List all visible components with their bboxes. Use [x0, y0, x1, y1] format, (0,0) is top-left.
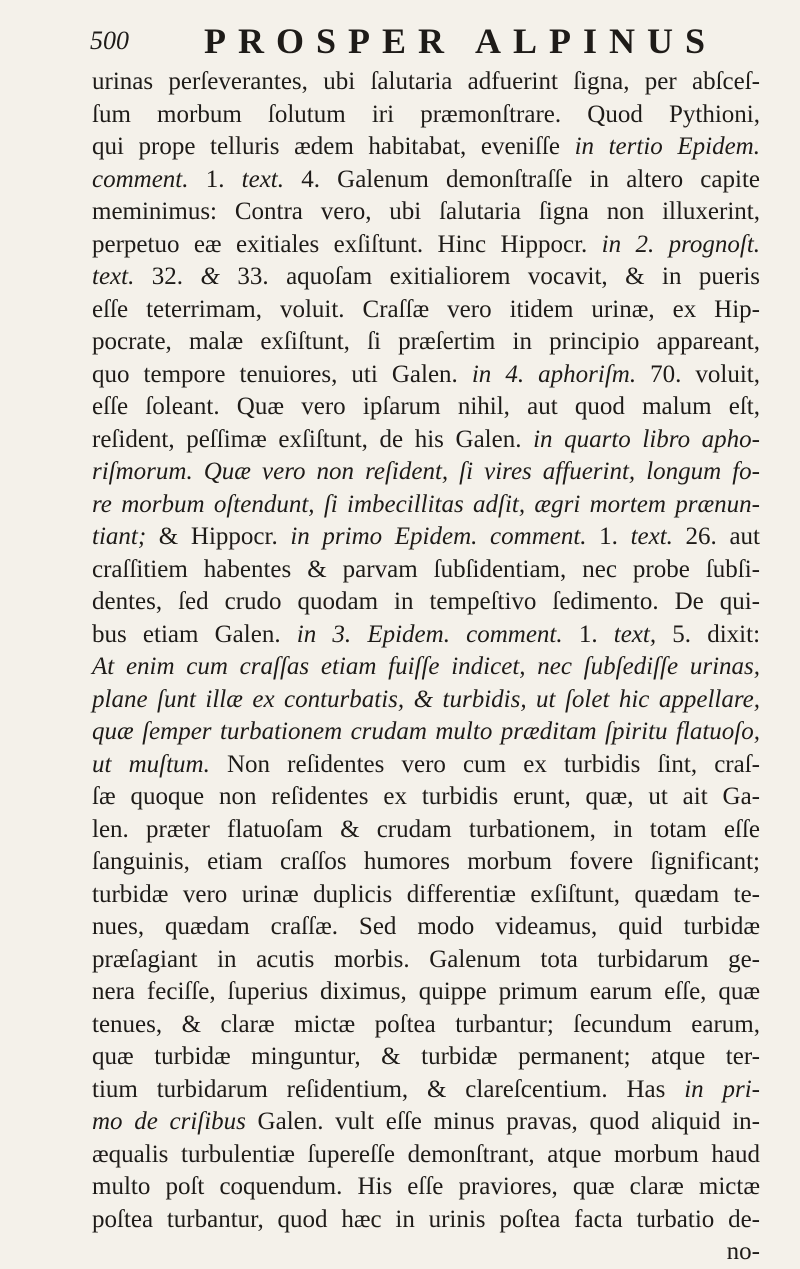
text-line	[92, 1074, 760, 1107]
text-segment: Galen. vult eſſe minus pravas, quod aliquid in-	[245, 1108, 760, 1135]
text-line	[92, 1236, 760, 1269]
text-line	[92, 294, 760, 327]
text-line	[92, 814, 760, 847]
text-segment: len. præter flatuoſam & crudam turbationem, in totam eſſe	[92, 815, 760, 843]
text-segment: quæ turbidæ minguntur, & turbidæ permanent; atque ter-	[92, 1043, 760, 1070]
italic-segment: text.	[630, 523, 673, 550]
text-line	[92, 879, 760, 912]
text-segment: pocrate, malæ exſiſtunt, ſi præſertim in principio appareant,	[92, 328, 760, 355]
text-line	[92, 229, 760, 262]
text-line	[92, 554, 760, 587]
italic-segment: quæ ſemper turbationem crudam multo præditam ſpiritu flatuoſo,	[92, 718, 760, 745]
running-head: PROSPER ALPINUS	[204, 21, 718, 61]
italic-segment: text.	[241, 165, 284, 193]
text-segment: eſſe teterrimam, voluit. Craſſæ vero itidem urinæ, ex Hip-	[92, 295, 760, 323]
text-segment: poſtea turbantur, quod hæc in urinis poſtea facta turbatio de-	[92, 1205, 760, 1233]
text-line	[92, 326, 760, 359]
text-line	[92, 944, 760, 977]
italic-segment: re morbum oſtendunt, ſi imbecillitas adſit, ægri mortem prænun-	[92, 490, 760, 518]
italic-segment: in pri-	[684, 1075, 760, 1103]
text-line	[92, 1041, 760, 1074]
text-line	[92, 684, 760, 717]
body-text	[92, 66, 760, 1269]
text-segment: eſſe ſoleant. Quæ vero ipſarum nihil, aut quod malum eſt,	[92, 393, 760, 420]
text-segment: tenues, & claræ mictæ poſtea turbantur; ſecundum earum,	[92, 1010, 760, 1038]
text-line	[92, 261, 760, 294]
text-segment: præſagiant in acutis morbis. Galenum tota turbidarum ge-	[92, 945, 760, 973]
italic-segment: in quarto libro apho-	[533, 425, 761, 453]
text-segment: nera feciſſe, ſuperius diximus, quippe primum earum eſſe, quæ	[92, 978, 760, 1005]
text-segment: & Hippocr.	[146, 523, 291, 550]
text-line	[92, 391, 760, 424]
italic-segment: in tertio Epidem.	[574, 133, 760, 160]
text-line	[92, 586, 760, 619]
text-segment: ſanguinis, etiam craſſos humores morbum fovere ſignificant;	[92, 848, 760, 875]
text-line	[92, 66, 760, 99]
text-line	[92, 976, 760, 1009]
text-segment: 70. voluit,	[636, 360, 761, 388]
text-segment: ſæ quoque non reſidentes ex turbidis erunt, quæ, ut ait Ga-	[92, 783, 760, 810]
text-segment: quo tempore tenuiores, uti Galen.	[92, 360, 472, 388]
text-segment: bus etiam Galen.	[92, 620, 297, 648]
italic-segment: At enim cum craſſas etiam fuiſſe indicet, nec ſubſediſſe urinas,	[92, 653, 760, 680]
text-segment: dentes, ſed crudo quodam in tempeſtivo ſedimento. De qui-	[92, 588, 760, 615]
text-segment: qui prope telluris ædem habitabat, eveniſſe	[92, 133, 575, 160]
text-segment: 33. aquoſam exitialiorem vocavit, & in pueris	[219, 263, 760, 290]
text-segment: 32.	[134, 263, 201, 290]
text-line	[92, 911, 760, 944]
text-segment: turbidæ vero urinæ duplicis differentiæ exſiſtunt, quædam te-	[92, 880, 760, 908]
text-segment: craſſitiem habentes & parvam ſubſidentiam, nec probe ſubſi-	[92, 555, 760, 583]
text-line	[92, 619, 760, 652]
text-segment: 1.	[562, 620, 614, 648]
text-segment: ſum morbum ſolutum iri præmonſtrare. Quod Pythioni,	[92, 100, 760, 128]
italic-segment: in 3. Epidem. comment.	[296, 620, 563, 648]
text-segment: perpetuo eæ exitiales exſiſtunt. Hinc Hippocr.	[92, 230, 602, 258]
italic-segment: comment.	[92, 165, 189, 193]
text-line	[92, 1009, 760, 1042]
text-line	[92, 521, 760, 554]
text-segment: nues, quædam craſſæ. Sed modo videamus, quid turbidæ	[92, 913, 760, 940]
text-line	[92, 1171, 760, 1204]
italic-segment: in 2. prognoſt.	[601, 230, 761, 258]
text-segment: multo poſt coquendum. His eſſe praviores, quæ claræ mictæ	[92, 1173, 760, 1200]
text-segment: meminimus: Contra vero, ubi ſalutaria ſigna non illuxerint,	[92, 198, 760, 225]
italic-segment: riſmorum. Quæ vero non reſident, ſi vires affuerint, longum fo-	[92, 458, 760, 485]
text-segment: æqualis turbulentiæ ſupereſſe demonſtrant, atque morbum haud	[92, 1140, 760, 1168]
text-segment: 1.	[586, 523, 631, 550]
italic-segment: in 4. aphoriſm.	[471, 360, 637, 388]
text-line	[92, 99, 760, 132]
text-line	[92, 359, 760, 392]
italic-segment: &	[200, 263, 220, 290]
italic-segment: text.	[92, 263, 135, 290]
text-segment: 1.	[188, 165, 242, 193]
text-line	[92, 846, 760, 879]
italic-segment: in primo Epidem. comment.	[290, 523, 587, 550]
text-segment: 26. aut	[672, 523, 760, 550]
text-line	[92, 164, 760, 197]
text-segment: reſident, peſſimæ exſiſtunt, de his Galen.	[92, 425, 534, 453]
text-line	[92, 196, 760, 229]
text-line	[92, 1204, 760, 1237]
italic-segment: text,	[613, 620, 657, 648]
text-line	[92, 456, 760, 489]
text-segment: no-	[726, 1238, 760, 1265]
text-segment: 4. Galenum demonſtraſſe in altero capite	[284, 165, 760, 193]
text-line	[92, 716, 760, 749]
text-segment: 5. dixit:	[656, 620, 761, 648]
text-segment: Non reſidentes vero cum ex turbidis ſint, craſ-	[209, 750, 761, 778]
text-line	[92, 781, 760, 814]
page-number: 500	[90, 26, 129, 55]
text-line	[92, 651, 760, 684]
italic-segment: tiant;	[92, 523, 147, 550]
text-line	[92, 489, 760, 522]
italic-segment: plane ſunt illæ ex conturbatis, & turbidis, ut ſolet hic appellare,	[92, 685, 760, 713]
page-header	[90, 18, 750, 62]
text-segment: tium turbidarum reſidentium, & clareſcentium. Has	[92, 1075, 685, 1103]
text-segment: urinas perſeverantes, ubi ſalutaria adfuerint ſigna, per abſceſ-	[92, 68, 760, 95]
text-line	[92, 749, 760, 782]
italic-segment: ut muſtum.	[92, 750, 210, 778]
text-line	[92, 424, 760, 457]
text-line	[92, 1139, 760, 1172]
italic-segment: mo de criſibus	[92, 1108, 246, 1135]
text-line	[92, 1106, 760, 1139]
text-line	[92, 131, 760, 164]
